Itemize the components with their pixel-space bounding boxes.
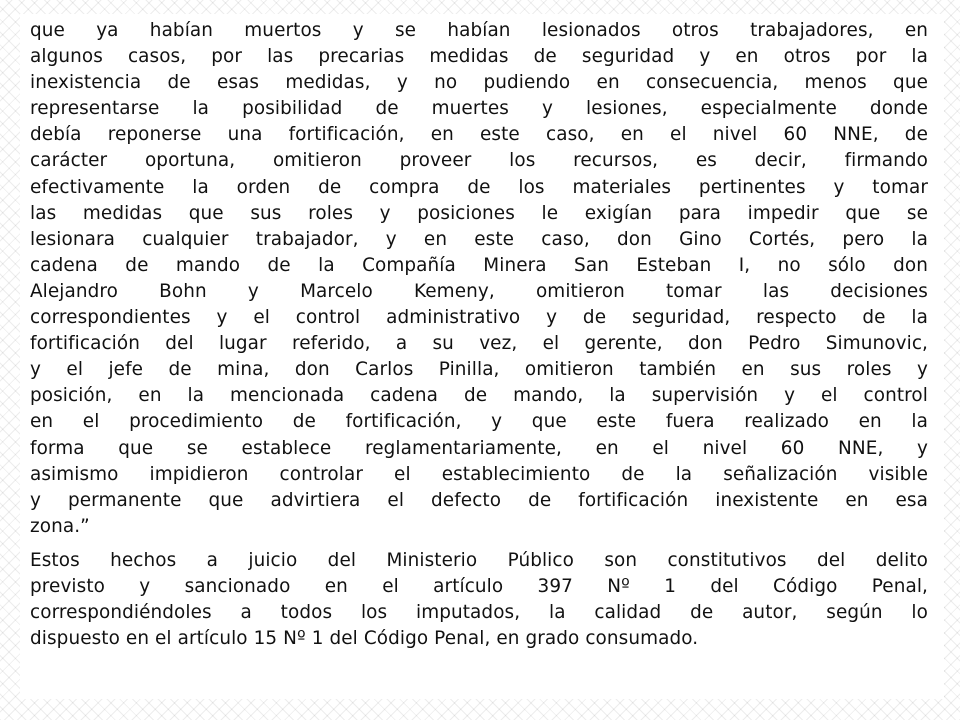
text-line: inexistencia de esas medidas, y no pudiendo en consecuencia, menos que xyxy=(30,72,928,94)
text-line: y permanente que advirtiera el defecto de fortificación inexistente en esa xyxy=(30,489,928,511)
paragraph-gap xyxy=(30,540,928,548)
text-line: las medidas que sus roles y posiciones le exigían para impedir que se xyxy=(30,202,928,224)
text-line: y el jefe de mina, don Carlos Pinilla, omitieron también en sus roles y xyxy=(30,359,928,381)
text-line: en el procedimiento de fortificación, y que este fuera realizado en la xyxy=(30,411,928,433)
text-line: Estos hechos a juicio del Ministerio Público son constitutivos del delito xyxy=(30,549,928,571)
text-line: efectivamente la orden de compra de los materiales pertinentes y tomar xyxy=(30,176,928,198)
text-line: debía reponerse una fortificación, en este caso, en el nivel 60 NNE, de xyxy=(30,124,928,146)
text-line: algunos casos, por las precarias medidas de seguridad y en otros por la xyxy=(30,46,928,68)
text-line: previsto y sancionado en el artículo 397 Nº 1 del Código Penal, xyxy=(30,575,928,597)
text-line: posición, en la mencionada cadena de mando, la supervisión y el control xyxy=(30,385,928,407)
document-text xyxy=(30,18,928,652)
text-line: correspondiéndoles a todos los imputados, la calidad de autor, según lo xyxy=(30,602,928,624)
text-line: zona.” xyxy=(30,515,90,537)
text-line: asimismo impidieron controlar el establecimiento de la señalización visible xyxy=(30,463,928,485)
text-line: dispuesto en el artículo 15 Nº 1 del Código Penal, en grado consumado. xyxy=(30,628,699,650)
scanned-document-page xyxy=(20,14,944,699)
text-line: fortificación del lugar referido, a su vez, el gerente, don Pedro Simunovic, xyxy=(30,333,928,355)
text-line: forma que se establece reglamentariamente, en el nivel 60 NNE, y xyxy=(30,437,928,459)
text-line: que ya habían muertos y se habían lesionados otros trabajadores, en xyxy=(30,20,928,41)
paragraph-2 xyxy=(30,548,928,652)
text-line: representarse la posibilidad de muertes y lesiones, especialmente donde xyxy=(30,98,928,120)
text-line: Alejandro Bohn y Marcelo Kemeny, omitieron tomar las decisiones xyxy=(30,280,928,302)
text-line: lesionara cualquier trabajador, y en este caso, don Gino Cortés, pero la xyxy=(30,228,928,250)
text-line: correspondientes y el control administrativo y de seguridad, respecto de la xyxy=(30,307,928,329)
text-line: cadena de mando de la Compañía Minera San Esteban I, no sólo don xyxy=(30,254,928,276)
paragraph-1 xyxy=(30,18,928,540)
text-line: carácter oportuna, omitieron proveer los recursos, es decir, firmando xyxy=(30,150,928,172)
